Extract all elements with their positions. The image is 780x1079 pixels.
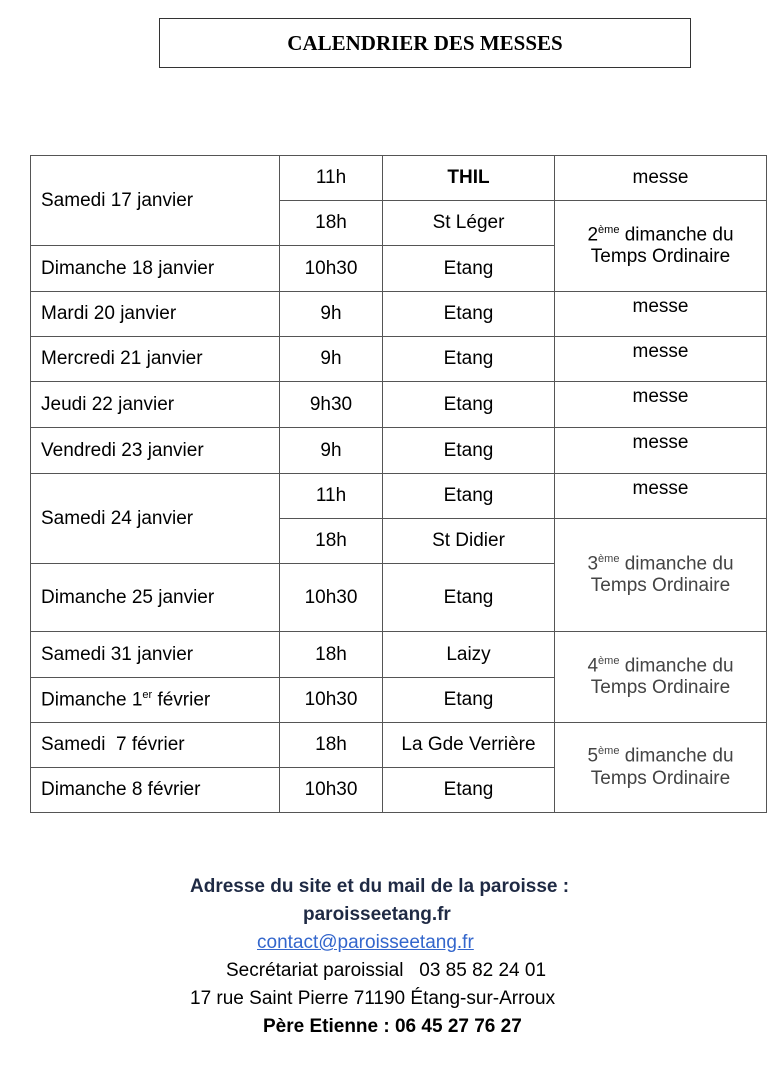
liturgical-note bbox=[555, 519, 767, 632]
page-title: CALENDRIER DES MESSES bbox=[159, 18, 691, 68]
mass-type: messe bbox=[555, 156, 767, 201]
note-text: 4 bbox=[587, 655, 599, 677]
note-text: ème bbox=[598, 552, 620, 565]
place-cell: Etang bbox=[383, 337, 555, 382]
time-cell: 9h30 bbox=[280, 382, 383, 428]
time-cell: 11h bbox=[280, 156, 383, 201]
place-cell: Laizy bbox=[383, 632, 555, 678]
day-cell: Dimanche 25 janvier bbox=[31, 564, 280, 632]
day-cell: Dimanche 18 janvier bbox=[31, 246, 280, 292]
note-text: dimanche du Temps Ordinaire bbox=[590, 553, 734, 597]
place-cell: Etang bbox=[383, 474, 555, 519]
table-row bbox=[31, 382, 767, 428]
day-cell: Jeudi 22 janvier bbox=[31, 382, 280, 428]
table-row bbox=[31, 292, 767, 337]
mass-type: messe bbox=[555, 474, 767, 519]
time-cell: 18h bbox=[280, 723, 383, 768]
mass-type: messe bbox=[555, 382, 767, 428]
time-cell: 18h bbox=[280, 519, 383, 564]
contact-heading: Adresse du site et du mail de la paroisse : bbox=[190, 876, 570, 897]
note-text: 5 bbox=[587, 745, 599, 767]
time-cell: 18h bbox=[280, 201, 383, 246]
secretariat-phone: Secrétariat paroissial 03 85 82 24 01 bbox=[226, 960, 547, 981]
table-row bbox=[31, 337, 767, 382]
note-text: ème bbox=[598, 654, 620, 667]
note-text: 3 bbox=[587, 553, 599, 575]
table-row bbox=[31, 156, 767, 201]
place-cell: Etang bbox=[383, 382, 555, 428]
mass-type: messe bbox=[555, 292, 767, 337]
liturgical-note bbox=[555, 201, 767, 292]
place-cell: Etang bbox=[383, 564, 555, 632]
address: 17 rue Saint Pierre 71190 Étang-sur-Arroux bbox=[190, 988, 556, 1009]
priest-phone: Père Etienne : 06 45 27 76 27 bbox=[263, 1016, 522, 1037]
place-cell: Etang bbox=[383, 428, 555, 474]
place-cell: Etang bbox=[383, 292, 555, 337]
place-cell: Etang bbox=[383, 768, 555, 813]
note-text: ème bbox=[598, 223, 620, 236]
note-text: ème bbox=[598, 745, 620, 758]
time-cell: 10h30 bbox=[280, 768, 383, 813]
place-cell: St Didier bbox=[383, 519, 555, 564]
table-row bbox=[31, 723, 767, 768]
day-cell: Dimanche 8 février bbox=[31, 768, 280, 813]
place-cell: St Léger bbox=[383, 201, 555, 246]
time-cell: 9h bbox=[280, 337, 383, 382]
note-text: 2 bbox=[587, 224, 599, 246]
table-row bbox=[31, 428, 767, 474]
day-cell: Mercredi 21 janvier bbox=[31, 337, 280, 382]
mass-type: messe bbox=[555, 337, 767, 382]
mass-schedule-table bbox=[30, 155, 767, 813]
note-text: dimanche du Temps Ordinaire bbox=[590, 655, 734, 699]
note-text: dimanche du Temps Ordinaire bbox=[590, 224, 734, 268]
time-cell: 9h bbox=[280, 428, 383, 474]
day-text: février bbox=[152, 689, 211, 711]
day-cell: Mardi 20 janvier bbox=[31, 292, 280, 337]
place-cell: THIL bbox=[383, 156, 555, 201]
note-text: dimanche du Temps Ordinaire bbox=[590, 745, 734, 789]
place-cell: Etang bbox=[383, 678, 555, 723]
place-cell: La Gde Verrière bbox=[383, 723, 555, 768]
time-cell: 18h bbox=[280, 632, 383, 678]
mass-type: messe bbox=[555, 428, 767, 474]
table-row bbox=[31, 474, 767, 519]
liturgical-note bbox=[555, 632, 767, 723]
day-cell: Samedi 7 février bbox=[31, 723, 280, 768]
website: paroisseetang.fr bbox=[303, 904, 451, 925]
time-cell: 11h bbox=[280, 474, 383, 519]
time-cell: 10h30 bbox=[280, 246, 383, 292]
liturgical-note bbox=[555, 723, 767, 813]
day-cell: Samedi 24 janvier bbox=[31, 474, 280, 564]
time-cell: 10h30 bbox=[280, 564, 383, 632]
day-cell bbox=[31, 678, 280, 723]
table-row bbox=[31, 632, 767, 678]
place-cell: Etang bbox=[383, 246, 555, 292]
time-cell: 10h30 bbox=[280, 678, 383, 723]
day-cell: Samedi 31 janvier bbox=[31, 632, 280, 678]
day-text: Dimanche 1 bbox=[41, 689, 143, 711]
day-text: er bbox=[142, 688, 153, 701]
day-cell: Vendredi 23 janvier bbox=[31, 428, 280, 474]
email-link[interactable]: contact@paroisseetang.fr bbox=[257, 932, 474, 953]
time-cell: 9h bbox=[280, 292, 383, 337]
day-cell: Samedi 17 janvier bbox=[31, 156, 280, 246]
